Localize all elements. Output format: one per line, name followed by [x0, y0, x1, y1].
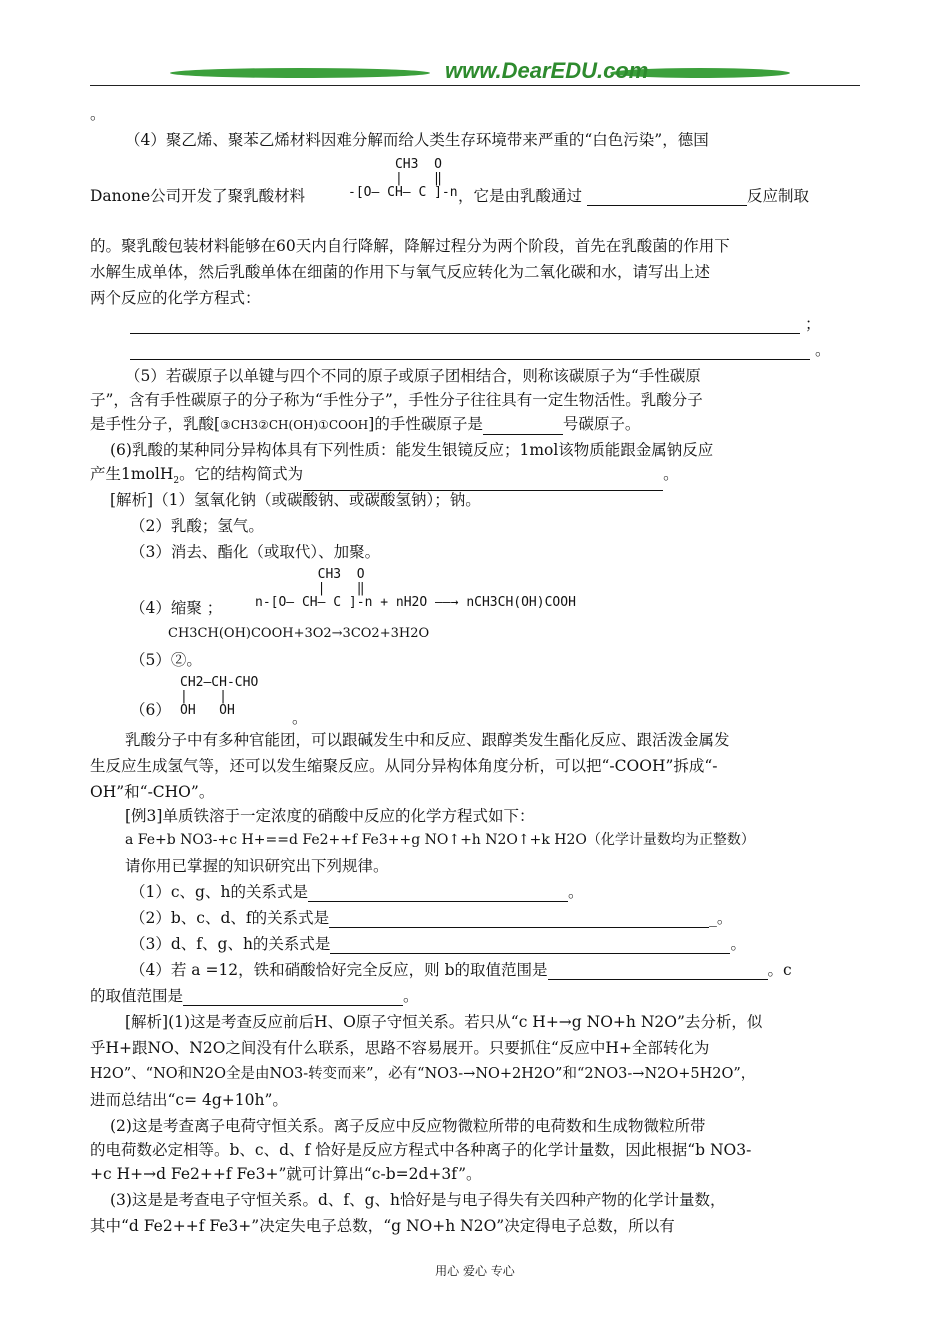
text-line: +c H+→d Fe2++f Fe3+”就可计算出“c-b=2d+3f”。 — [90, 1165, 482, 1183]
text-line: （2）b、c、d、f的关系式是 _。 — [130, 909, 733, 927]
answer-blank[interactable] — [130, 343, 810, 360]
answer-blank[interactable] — [329, 911, 709, 928]
text-line: ； — [130, 314, 820, 334]
text-line: [解析]（1）氢氧化钠（或碳酸钠、或碳酸氢钠）；钠。 — [110, 491, 481, 509]
answer-blank[interactable] — [587, 189, 747, 206]
answer-blank[interactable] — [308, 885, 568, 902]
text-line: Danone公司开发了聚乳酸材料 — [90, 187, 306, 205]
text-line: 的。聚乳酸包装材料能够在60天内自行降解，降解过程分为两个阶段，首先在乳酸菌的作用下 — [90, 237, 730, 255]
text-line: （2）乳酸；氢气。 — [130, 517, 264, 535]
left-swoosh — [170, 68, 430, 78]
answer-blank[interactable] — [483, 418, 563, 435]
answer-blank[interactable] — [303, 474, 663, 491]
isomer-structure: CH2—CH-CHO | | OH OH — [180, 675, 259, 718]
text-line: （4）聚乙烯、聚苯乙烯材料因难分解而给人类生存环境带来严重的“白色污染”，德国 — [125, 131, 709, 149]
text-line: OH”和“-CHO”。 — [90, 783, 215, 801]
text-line: [例3]单质铁溶于一定浓度的硝酸中反应的化学方程式如下： — [125, 807, 535, 825]
text-line: H2O”、“NO和N2O全是由NO3-转变而来”，必有“NO3-→NO+2H2O”和“2NO3-→N2O+5H2O”， — [90, 1066, 756, 1082]
text-line: （6） — [130, 701, 171, 719]
text-line: （4）缩聚 ； — [130, 599, 223, 617]
answer-blank[interactable] — [130, 317, 800, 334]
answer-blank[interactable] — [548, 963, 768, 980]
text-line: 。 — [130, 340, 830, 360]
text-line: （4）若 a =12，铁和硝酸恰好完全反应，则 b的取值范围是 。c — [130, 961, 792, 979]
text-line: （5）若碳原子以单键与四个不同的原子或原子团相结合，则称该碳原子为“手性碳原 — [125, 367, 701, 385]
text-line: (2)这是考查离子电荷守恒关系。离子反应中反应物微粒所带的电荷数和生成物微粒所带 — [110, 1117, 706, 1135]
text-line: （3）d、f、g、h的关系式是 。 — [130, 935, 746, 953]
answer-blank[interactable] — [330, 937, 730, 954]
text-line: 请你用已掌握的知识研究出下列规律。 — [125, 857, 389, 875]
text-line: CH3CH(OH)COOH+3O2→3CO2+3H2O — [168, 626, 430, 641]
text-line: 生反应生成氢气等，还可以发生缩聚反应。从同分异构体角度分析，可以把“-COOH”拆成“- — [90, 757, 718, 775]
text-line: 。 — [90, 105, 106, 123]
text-line: 产生1molH$_2$。它的结构简式为 。 — [90, 464, 679, 491]
text-line: 水解生成单体，然后乳酸单体在细菌的作用下与氧气反应转化为二氧化碳和水，请写出上述 — [90, 263, 711, 281]
answer-blank[interactable] — [183, 989, 403, 1006]
text-line: 的电荷数必定相等。b、c、d、f 恰好是反应方程式中各种离子的化学计量数，因此根据“b NO3- — [90, 1141, 752, 1159]
text-line: 的取值范围是 。 — [90, 987, 419, 1005]
text-line: 乳酸分子中有多种官能团，可以跟碱发生中和反应、跟醇类发生酯化反应、跟活泼金属发 — [125, 731, 730, 749]
polylactic-structure: CH3 O | ‖ -[O— CH— C ]-n — [348, 157, 458, 200]
text-line: （1）c、g、h的关系式是 。 — [130, 883, 584, 901]
text-line: 两个反应的化学方程式： — [90, 289, 261, 307]
text-line: a Fe+b NO3-+c H+==d Fe2++f Fe3++g NO↑+h N2O↑+k H2O（化学计量数均为正整数） — [125, 832, 755, 848]
text-line: 乎H+跟NO、N2O之间没有什么联系，思路不容易展开。只要抓住“反应中H+全部转化为 — [90, 1039, 710, 1057]
text-line: (3)这是是考查电子守恒关系。d、f、g、h恰好是与电子得失有关四种产物的化学计量数， — [110, 1191, 726, 1209]
page-footer: 用心 爱心 专心 — [435, 1264, 515, 1278]
site-logo: www.DearEDU.com — [445, 58, 649, 83]
text-line: 进而总结出“c= 4g+10h”。 — [90, 1091, 288, 1109]
text-line: 是手性分子，乳酸[③CH3②CH(OH)①COOH]的手性碳原子是 号碳原子。 — [90, 415, 641, 433]
header-rule — [90, 85, 860, 86]
text-line: 。 — [292, 709, 308, 727]
text-line: 其中“d Fe2++f Fe3+”决定失电子总数，“g NO+h N2O”决定得电子总数，所以有 — [90, 1217, 675, 1235]
text-line: [解析](1)这是考查反应前后H、O原子守恒关系。若只从“c H+→g NO+h N2O”去分析，似 — [125, 1013, 763, 1031]
text-line: ，它是由乳酸通过 反应制取 — [458, 187, 809, 205]
text-line: （3）消去、酯化（或取代）、加聚。 — [130, 543, 381, 561]
text-line: 子”，含有手性碳原子的分子称为“手性分子”，手性分子往往具有一定生物活性。乳酸分子 — [90, 391, 703, 409]
text-line: (6)乳酸的某种同分异构体具有下列性质：能发生银镜反应；1mol该物质能跟金属钠反应 — [110, 441, 714, 459]
page-header — [90, 58, 860, 90]
condensation-equation: CH3 O | ‖ n-[O— CH— C ]-n + nH2O ——→ nCH3CH(OH)COOH — [255, 567, 576, 610]
text-line: （5）②。 — [130, 651, 202, 669]
